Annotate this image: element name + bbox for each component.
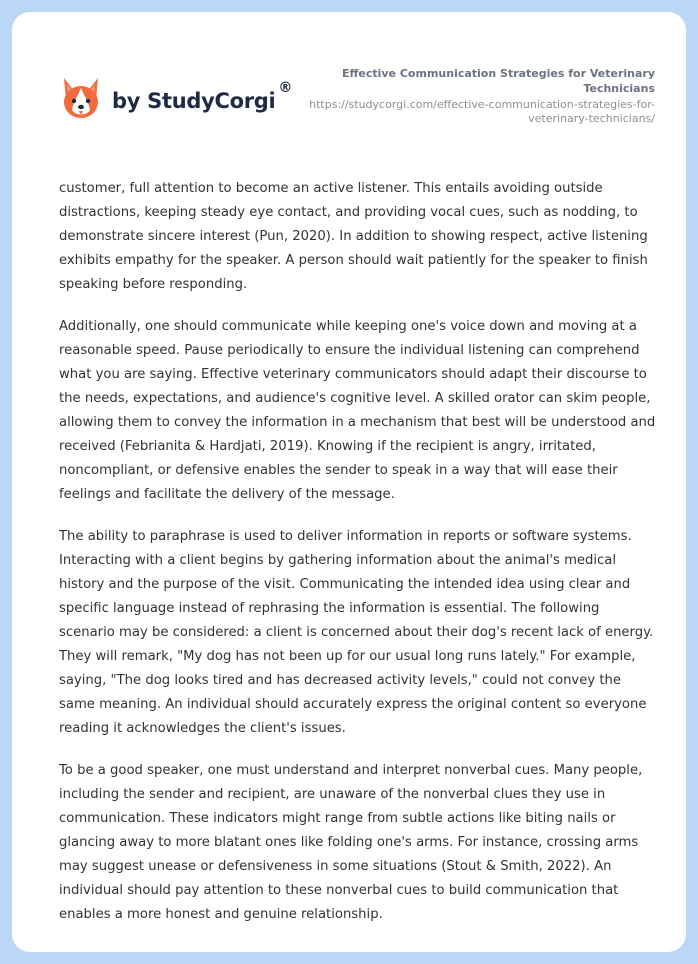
page-header [12, 12, 686, 162]
paragraph: customer, full attention to become an active listener. This entails avoiding outside distractions, keeping steady eye contact, and providing vocal cues, such as nodding, to demonstrate sincere interest (Pun, 2020). In addition to showing respect, active listening exhibits empathy for the speaker. A person should wait patiently for the speaker to finish speaking before responding. [59, 181, 648, 292]
document-body [59, 177, 659, 945]
paragraph: The ability to paraphrase is used to deliver information in reports or software systems. Interacting with a client begins by gathering information about the animal's medical history and the purpose of the visit. Communicating the intended idea using clear and specific language instead of rephrasing the information is essential. The following scenario may be considered: a client is concerned about their dog's recent lack of energy. They will remark, "My dog has not been up for our usual long runs lately." For example, saying, "The dog looks tired and has decreased activity levels," could not convey the same meaning. An individual should accurately express the original content so everyone reading it acknowledges the client's issues. [59, 529, 654, 736]
studycorgi-logo[interactable] [60, 76, 292, 122]
corgi-icon [60, 76, 102, 122]
document-meta [295, 66, 655, 126]
document-title: Effective Communication Strategies for Veterinary Technicians [341, 67, 655, 95]
document-page [12, 12, 686, 952]
registered-mark: ® [278, 80, 293, 96]
brand-name: by StudyCorgi [112, 89, 276, 113]
document-url[interactable]: https://studycorgi.com/effective-communication-strategies-for-veterinary-technicians/ [309, 98, 655, 125]
paragraph: Additionally, one should communicate while keeping one's voice down and moving at a reasonable speed. Pause periodically to ensure the individual listening can comprehend what you are saying. Effective veterinary communicators should adapt their discourse to the needs, expectations, and audience's cognitive level. A skilled orator can skim people, allowing them to convey the information in a mechanism that best will be understood and received (Febrianita & Hardjati, 2019). Knowing if the recipient is angry, irritated, noncompliant, or defensive enables the sender to speak in a way that will ease their feelings and facilitate the delivery of the message. [59, 319, 656, 502]
paragraph: To be a good speaker, one must understand and interpret nonverbal cues. Many people, including the sender and recipient, are unaware of the nonverbal clues they use in communication. These indicators might range from subtle actions like biting nails or glancing away to more blatant ones like folding one's arms. For instance, crossing arms may suggest unease or defensiveness in some situations (Stout & Smith, 2022). An individual should pay attention to these nonverbal cues to build communication that enables a more honest and genuine relationship. [59, 763, 643, 922]
